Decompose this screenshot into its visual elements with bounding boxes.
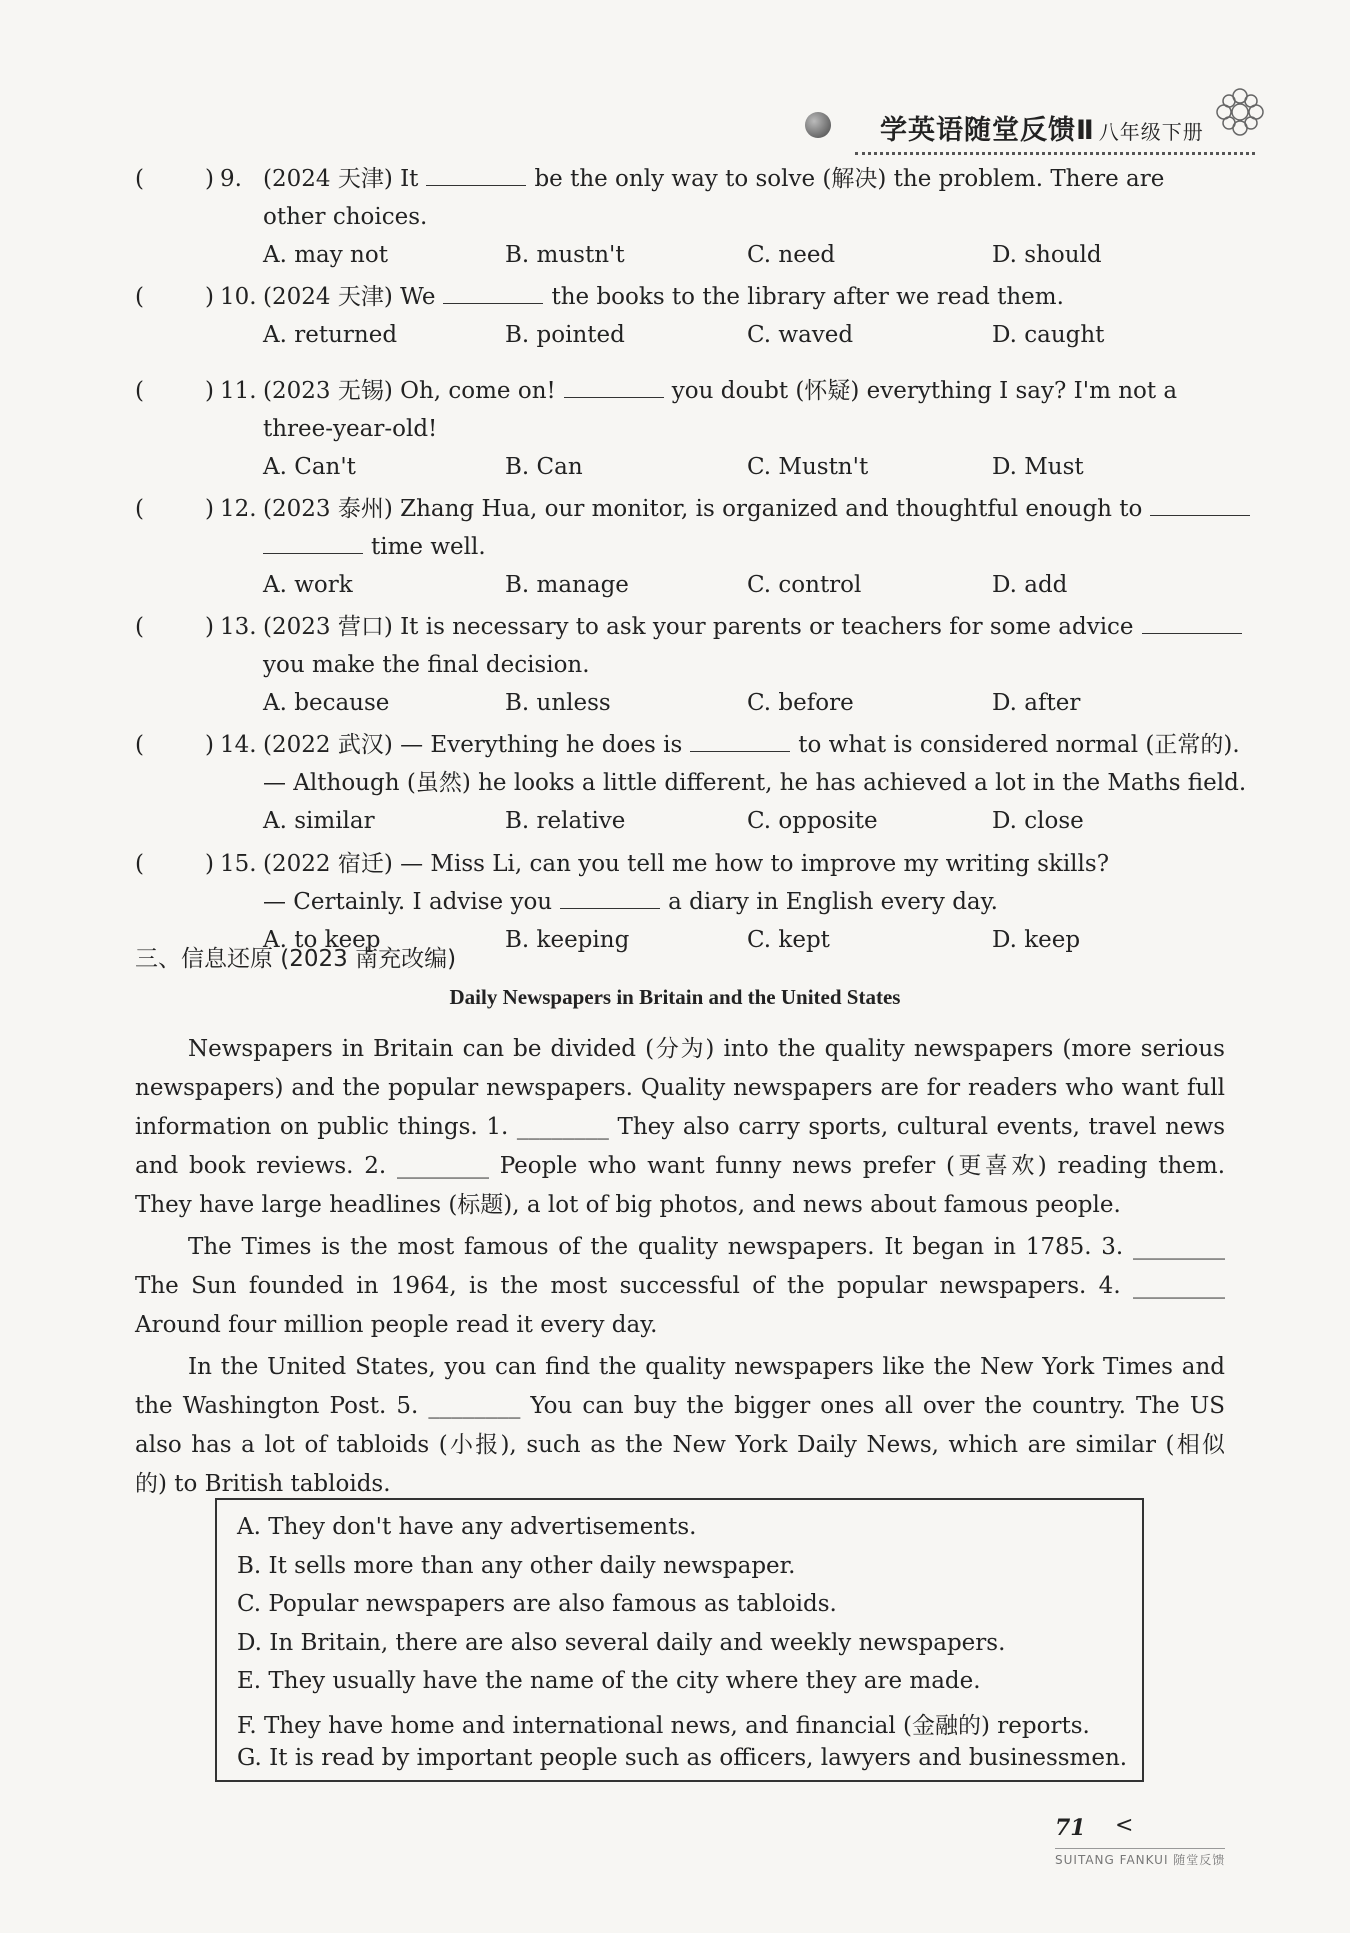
option-c[interactable]: C. before (747, 690, 854, 716)
question-stem: (2022 宿迁) — Miss Li, can you tell me how to improve my writing skills? (263, 851, 1110, 877)
answer-blank[interactable] (1150, 492, 1250, 516)
option-a[interactable]: A. work (263, 572, 353, 598)
option-c[interactable]: C. Mustn't (747, 454, 869, 480)
answer-blank[interactable] (690, 728, 790, 752)
passage-line: information on public things. 1. ________ They also carry sports, cultural events, travel news (135, 1114, 1225, 1140)
question-number: 14. (220, 732, 257, 758)
book-title: 学英语随堂反馈Ⅱ 八年级下册 (880, 115, 1204, 146)
option-d[interactable]: D. Must (992, 454, 1084, 480)
option-a[interactable]: A. to keep (263, 927, 381, 953)
answer-paren-open: ( (135, 496, 144, 522)
question-stem: (2023 营口) It is necessary to ask your parents or teachers for some advice (263, 608, 1228, 646)
passage-line: Around four million people read it every day. (135, 1312, 658, 1338)
question-number: 13. (220, 614, 257, 640)
option-d[interactable]: D. after (992, 690, 1081, 716)
question-number: 9. (220, 166, 242, 192)
choice-e: E. They usually have the name of the city where they are made. (237, 1668, 981, 1694)
choice-f: F. They have home and international news, and financial (金融的) reports. (237, 1712, 1090, 1739)
answer-blank[interactable] (426, 162, 526, 186)
question-stem-continued: — Although (虽然) he looks a little different, he has achieved a lot in the Maths field. (263, 770, 1247, 796)
answer-paren-close: ) (205, 496, 214, 522)
choice-c: C. Popular newspapers are also famous as tabloids. (237, 1591, 837, 1617)
passage-line: The Times is the most famous of the quality newspapers. It began in 1785. 3. ________ (188, 1234, 1225, 1260)
option-b[interactable]: B. relative (505, 808, 626, 834)
passage-line: 的) to British tabloids. (135, 1471, 391, 1497)
page-number: 71 (1055, 1815, 1086, 1841)
option-a[interactable]: A. similar (263, 808, 375, 834)
answer-blank[interactable] (443, 280, 543, 304)
passage-line: also has a lot of tabloids (小报), such as the New York Daily News, which are similar (相似 (135, 1432, 1225, 1458)
question-stem: (2023 无锡) Oh, come on! you doubt (怀疑) everything I say? I'm not a (263, 372, 1228, 410)
answer-blank[interactable] (564, 374, 664, 398)
choice-g: G. It is read by important people such as officers, lawyers and businessmen. (237, 1745, 1128, 1771)
answer-paren-open: ( (135, 732, 144, 758)
logo-icon (805, 112, 831, 138)
option-d[interactable]: D. add (992, 572, 1068, 598)
option-a[interactable]: A. Can't (263, 454, 356, 480)
answer-paren-open: ( (135, 614, 144, 640)
question-stem: (2023 泰州) Zhang Hua, our monitor, is organized and thoughtful enough to (263, 490, 1228, 528)
option-b[interactable]: B. pointed (505, 322, 625, 348)
options-box (215, 1498, 1144, 1782)
question-stem-continued: time well. (263, 528, 486, 566)
question-stem: (2022 武汉) — Everything he does is to what is considered normal (正常的). (263, 726, 1228, 764)
answer-paren-close: ) (205, 614, 214, 640)
choice-d: D. In Britain, there are also several daily and weekly newspapers. (237, 1629, 1006, 1656)
footer-brand: SUITANG FANKUI 随堂反馈 (1055, 1848, 1225, 1868)
answer-paren-close: ) (205, 732, 214, 758)
option-b[interactable]: B. manage (505, 572, 629, 598)
passage-line: newspapers) and the popular newspapers. Quality newspapers are for readers who want full (135, 1075, 1225, 1101)
question-number: 10. (220, 284, 257, 310)
choice-a: A. They don't have any advertisements. (237, 1514, 697, 1540)
option-b[interactable]: B. unless (505, 690, 611, 716)
option-a[interactable]: A. because (263, 690, 390, 716)
option-a[interactable]: A. returned (263, 322, 398, 348)
option-d[interactable]: D. close (992, 808, 1084, 834)
answer-paren-close: ) (205, 851, 214, 877)
header-divider (855, 152, 1255, 155)
question-number: 12. (220, 496, 257, 522)
passage-line: In the United States, you can find the quality newspapers like the New York Times and (188, 1354, 1225, 1380)
option-c[interactable]: C. need (747, 242, 836, 268)
question-stem-continued: three-year-old! (263, 416, 438, 442)
question-number: 15. (220, 851, 257, 877)
option-b[interactable]: B. mustn't (505, 242, 625, 268)
option-d[interactable]: D. caught (992, 322, 1105, 348)
answer-paren-close: ) (205, 378, 214, 404)
option-c[interactable]: C. opposite (747, 808, 878, 834)
page-arrow-icon: < (1115, 1813, 1134, 1838)
question-stem: (2024 天津) It be the only way to solve (解决) the problem. There are (263, 160, 1228, 198)
page-header (790, 92, 1260, 162)
option-c[interactable]: C. kept (747, 927, 830, 953)
answer-blank[interactable] (1142, 610, 1242, 634)
option-d[interactable]: D. keep (992, 927, 1081, 953)
passage-line: the Washington Post. 5. ________ You can buy the bigger ones all over the country. The US (135, 1393, 1225, 1419)
flower-decoration-icon (1210, 82, 1270, 142)
answer-blank[interactable] (263, 530, 363, 554)
option-c[interactable]: C. waved (747, 322, 854, 348)
passage-line: Newspapers in Britain can be divided (分为) into the quality newspapers (more serious (188, 1036, 1225, 1062)
section-title: 三、信息还原 (2023 南充改编) (135, 946, 457, 972)
question-stem-continued: other choices. (263, 204, 428, 230)
answer-blank[interactable] (560, 885, 660, 909)
passage-line: The Sun founded in 1964, is the most successful of the popular newspapers. 4. ________ (135, 1273, 1225, 1299)
answer-paren-open: ( (135, 378, 144, 404)
answer-paren-close: ) (205, 166, 214, 192)
question-stem: (2024 天津) We the books to the library after we read them. (263, 278, 1228, 316)
option-c[interactable]: C. control (747, 572, 862, 598)
option-d[interactable]: D. should (992, 242, 1102, 268)
question-stem-continued: — Certainly. I advise you a diary in English every day. (263, 883, 998, 921)
question-number: 11. (220, 378, 257, 404)
question-stem-continued: you make the final decision. (263, 652, 590, 678)
answer-paren-open: ( (135, 851, 144, 877)
answer-paren-close: ) (205, 284, 214, 310)
answer-paren-open: ( (135, 284, 144, 310)
passage-line: and book reviews. 2. ________ People who want funny news prefer (更喜欢) reading them. (135, 1153, 1225, 1179)
choice-b: B. It sells more than any other daily newspaper. (237, 1552, 796, 1579)
passage-line: They have large headlines (标题), a lot of big photos, and news about famous people. (135, 1192, 1121, 1218)
answer-paren-open: ( (135, 166, 144, 192)
option-b[interactable]: B. keeping (505, 927, 630, 953)
option-b[interactable]: B. Can (505, 454, 583, 480)
option-a[interactable]: A. may not (263, 242, 388, 268)
passage-title: Daily Newspapers in Britain and the United States (449, 985, 901, 1009)
